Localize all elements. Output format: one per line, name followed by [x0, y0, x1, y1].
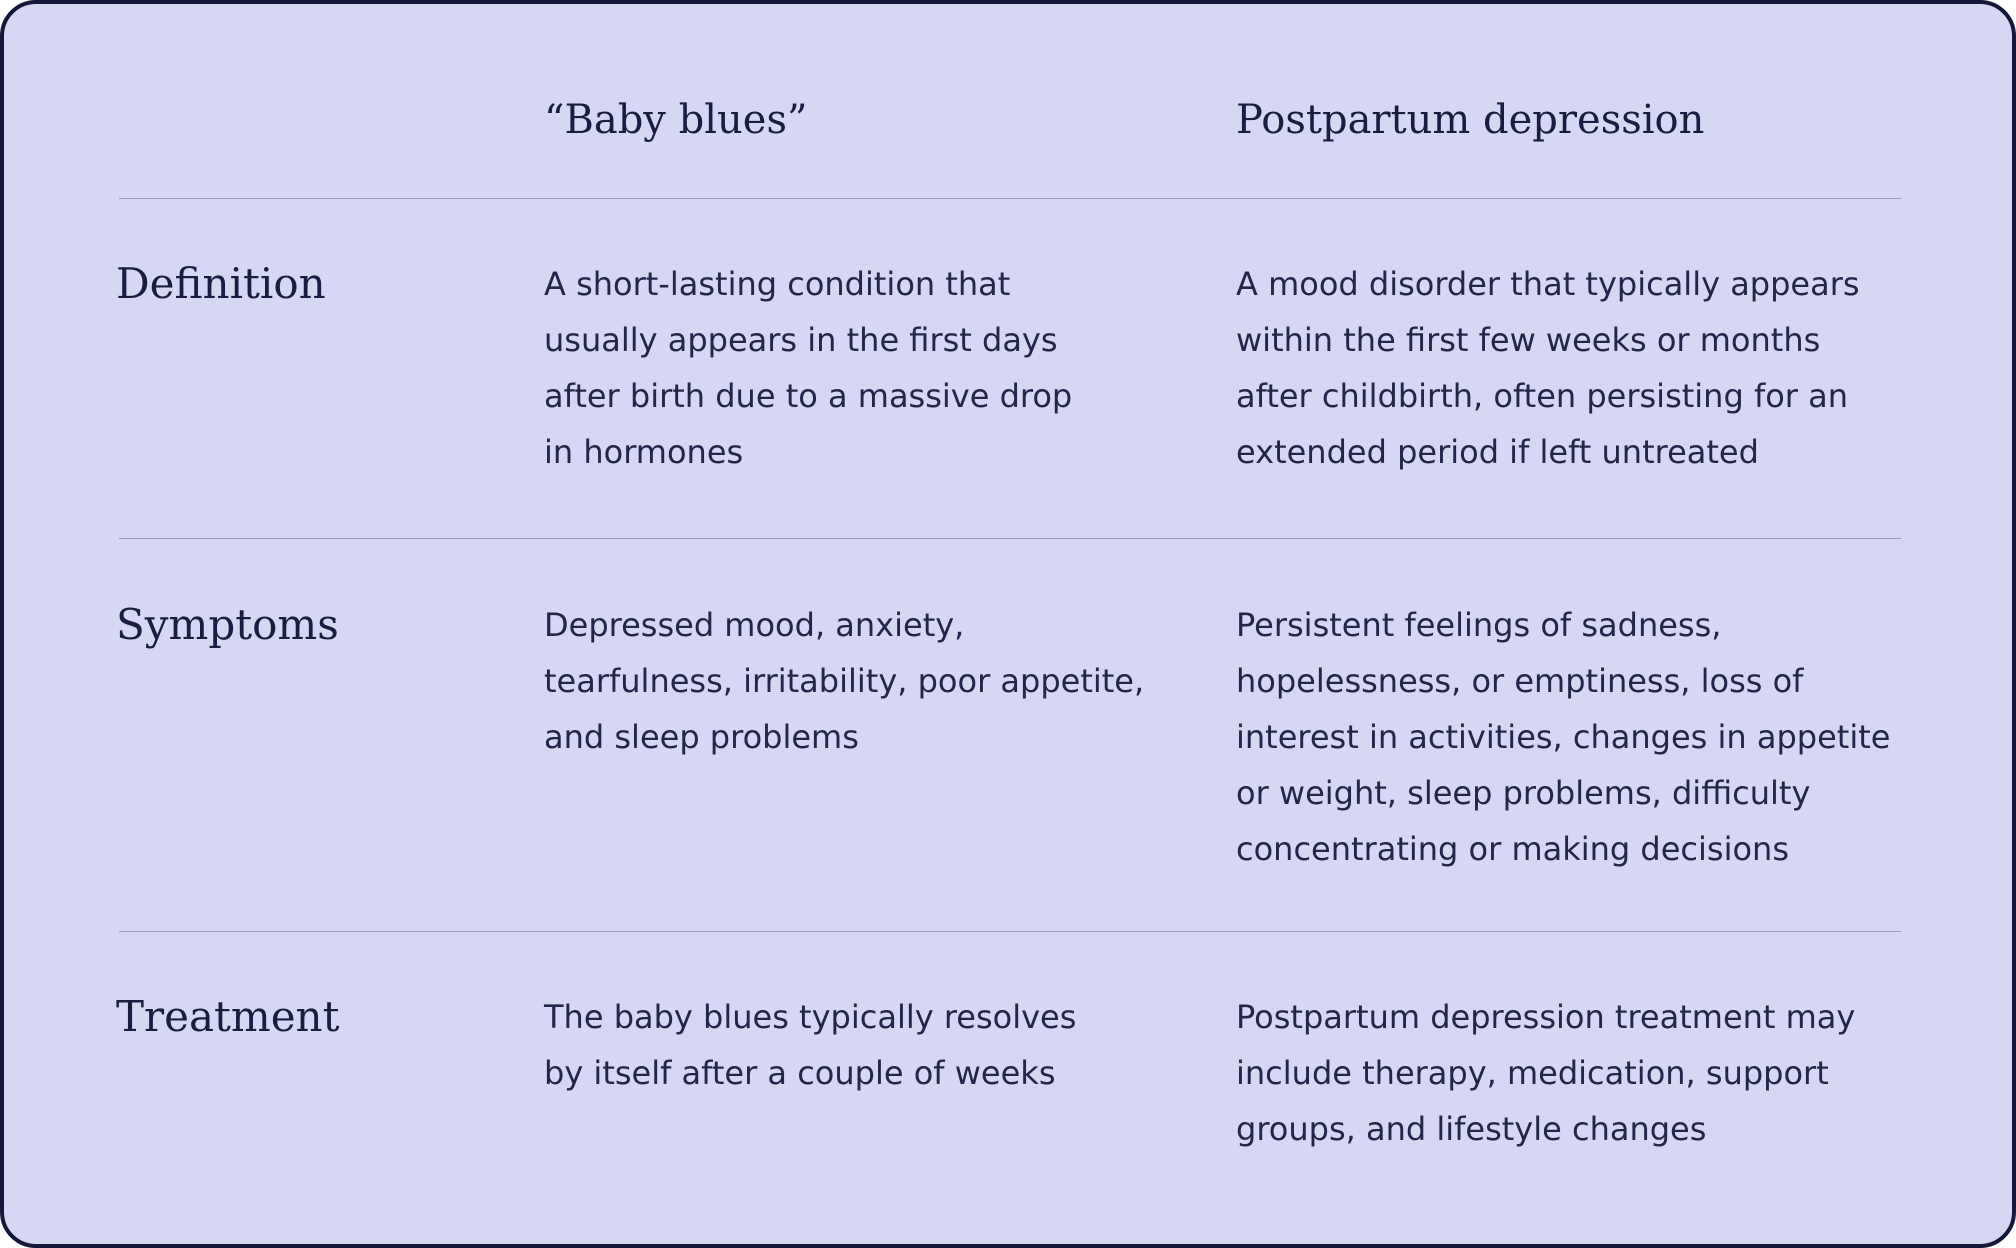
row-label-treatment: Treatment	[116, 992, 340, 1041]
row-divider	[119, 538, 1901, 539]
header-divider	[119, 198, 1901, 199]
cell-symptoms-baby-blues: Depressed mood, anxiety, tearfulness, irritability, poor appetite, and sleep problems	[544, 606, 1145, 756]
cell-definition-baby-blues: A short-lasting condition that usually appears in the first days after birth due to a massive drop in hormones	[544, 265, 1073, 471]
row-label-definition: Definition	[116, 259, 326, 308]
cell-treatment-postpartum-depression: Postpartum depression treatment may include therapy, medication, support groups, and lifestyle changes	[1236, 998, 1856, 1148]
cell-definition-postpartum-depression: A mood disorder that typically appears within the first few weeks or months after childbirth, often persisting for an extended period if left untreated	[1236, 265, 1860, 471]
column-header-baby-blues: “Baby blues”	[544, 97, 808, 143]
column-header-postpartum-depression: Postpartum depression	[1236, 97, 1705, 143]
cell-treatment-baby-blues: The baby blues typically resolves by itself after a couple of weeks	[544, 998, 1077, 1092]
row-label-symptoms: Symptoms	[116, 600, 339, 649]
cell-symptoms-postpartum-depression: Persistent feelings of sadness, hopelessness, or emptiness, loss of interest in activities, changes in appetite or weight, sleep problems, difficulty concentrating or making decisions	[1236, 606, 1891, 868]
row-divider	[119, 931, 1901, 932]
